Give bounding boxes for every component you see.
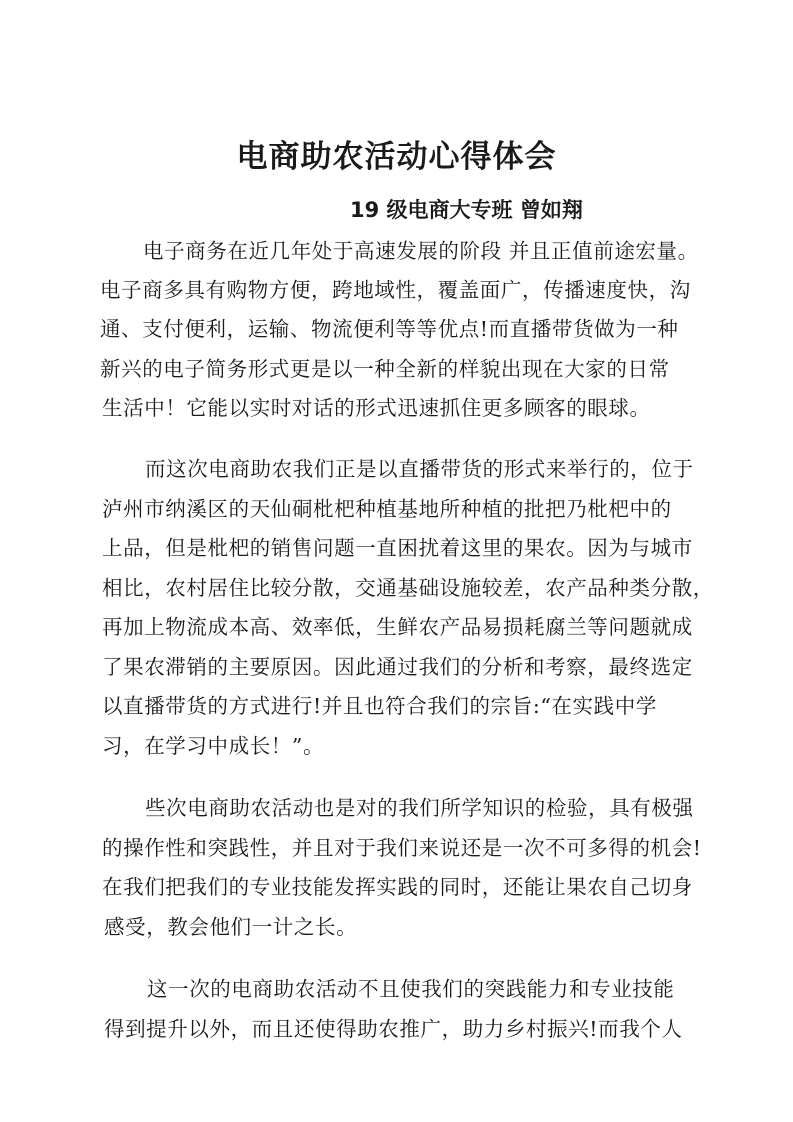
text-line: 得到提升以外，而且还使得助农推广，助力乡村振兴!而我个人 (104, 1017, 683, 1041)
text-line: 新兴的电子简务形式更是以一种全新的样貌出现在大家的日常 (100, 357, 670, 381)
text-line: 通、支付便利，运输、物流便利等等优点!而直播带货做为一种 (100, 317, 679, 341)
text-line: 的操作性和突践性，并且对于我们来说还是一次不可多得的机会! (102, 836, 702, 860)
text-line: 再加上物流成本高、效率低，生鲜农产品易损耗腐兰等问题就成 (102, 615, 693, 639)
author-byline: 19 级电商大专班 曾如翔 (350, 198, 583, 222)
text-line: 电子商务在近几年处于高速发展的阶段 并且正值前途宏量。 (143, 239, 699, 263)
text-line: 相比，农村居住比较分散，交通基础设施较差，农产品种类分散， (102, 576, 714, 600)
text-line: 上品，但是枇杷的销售问题一直困扰着这里的果农。因为与城市 (102, 536, 693, 560)
text-line: 感受，教会他们一计之长。 (104, 915, 358, 939)
text-line: 这一次的电商助农活动不且使我们的突践能力和专业技能 (147, 977, 675, 1001)
text-line: 而这次电商助农我们正是以直播带货的形式来举行的，位于 (145, 457, 694, 481)
text-line: 泸州市纳溪区的天仙硐枇杷种植基地所种植的批把乃枇杷中的 (102, 497, 672, 521)
text-line: 习，在学习中成长！”。 (102, 734, 325, 758)
document-title: 电商助农活动心得体会 (236, 139, 557, 175)
text-line: 电子商多具有购物方便，跨地域性，覆盖面广，传播速度快，沟 (100, 278, 691, 302)
text-line: 在我们把我们的专业技能发挥实践的同时，还能让果农自己切身 (102, 875, 693, 899)
text-line: 了果农滞销的主要原因。因此通过我们的分析和考察，最终选定 (102, 655, 693, 679)
text-line: 以直播带货的方式进行!并且也符合我们的宗旨:“在实践中学 (102, 694, 657, 718)
text-line: 生活中！它能以实时对话的形式迅速抓住更多顾客的眼球。 (102, 396, 651, 420)
text-line: 些次电商助农活动也是对的我们所学知识的检验，具有极强 (145, 796, 694, 820)
